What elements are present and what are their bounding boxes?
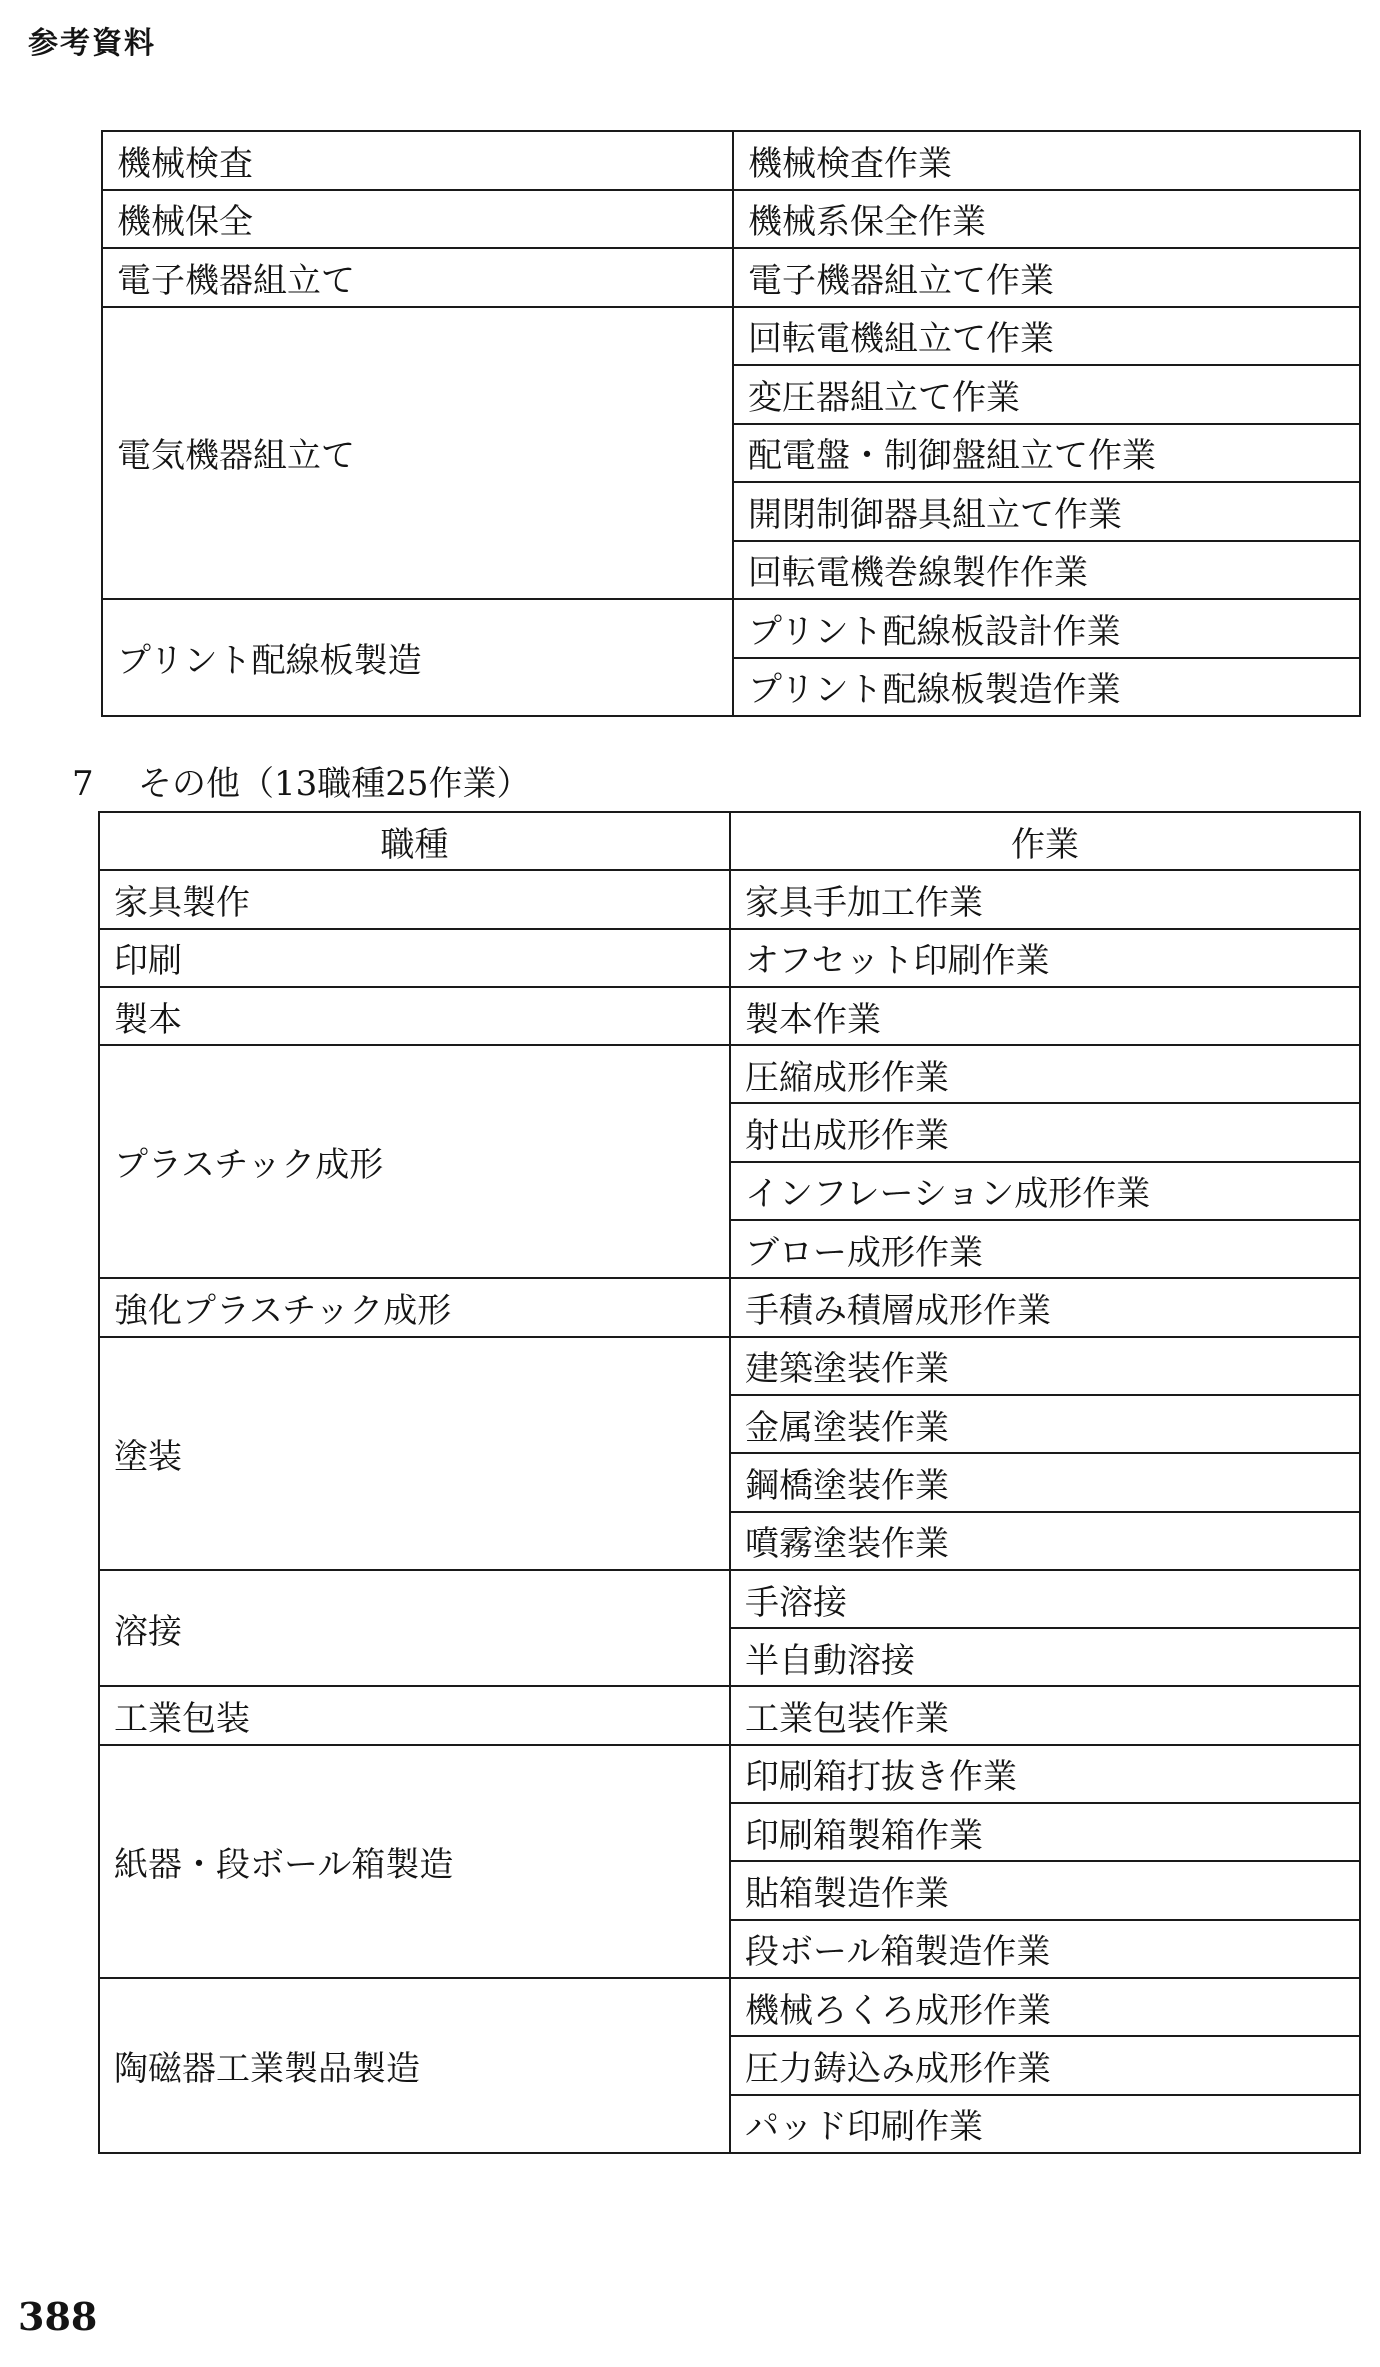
occupation-cell: 陶磁器工業製品製造: [99, 1978, 730, 2153]
table-row: [102, 131, 1360, 190]
table-row: [99, 929, 1360, 987]
task-cell: 電子機器組立て作業: [733, 248, 1360, 307]
task-cell: プリント配線板設計作業: [733, 599, 1360, 658]
task-cell: 射出成形作業: [730, 1103, 1360, 1161]
task-cell: 手溶接: [730, 1570, 1360, 1628]
table-row: [99, 1570, 1360, 1628]
table-row: [99, 870, 1360, 928]
table-body: [99, 870, 1360, 2153]
task-cell: オフセット印刷作業: [730, 929, 1360, 987]
table-row: [99, 1278, 1360, 1336]
section-title: その他（13職種25作業）: [138, 764, 531, 804]
task-cell: 配電盤・制御盤組立て作業: [733, 424, 1360, 483]
section-heading: [72, 756, 531, 805]
table-row: [102, 248, 1360, 307]
occupation-cell: 強化プラスチック成形: [99, 1278, 730, 1336]
table-row: [99, 1045, 1360, 1103]
occupation-cell: 機械保全: [102, 190, 733, 249]
task-cell: 段ボール箱製造作業: [730, 1920, 1360, 1978]
occupation-cell: 製本: [99, 987, 730, 1045]
task-cell: 手積み積層成形作業: [730, 1278, 1360, 1336]
table-row: [99, 1978, 1360, 2036]
occupation-cell: プリント配線板製造: [102, 599, 733, 716]
task-cell: 半自動溶接: [730, 1628, 1360, 1686]
column-header-tasks: 作業: [730, 812, 1360, 870]
task-cell: 貼箱製造作業: [730, 1861, 1360, 1919]
task-cell: 鋼橋塗装作業: [730, 1453, 1360, 1511]
task-cell: インフレーション成形作業: [730, 1162, 1360, 1220]
occupation-cell: 電子機器組立て: [102, 248, 733, 307]
table-header-row: [99, 812, 1360, 870]
table-row: [102, 190, 1360, 249]
section-number: 7: [72, 764, 94, 804]
table-row: [102, 599, 1360, 658]
task-cell: ブロー成形作業: [730, 1220, 1360, 1278]
occupation-cell: 機械検査: [102, 131, 733, 190]
task-cell: 変圧器組立て作業: [733, 365, 1360, 424]
task-cell: 金属塗装作業: [730, 1395, 1360, 1453]
table-row: [99, 1745, 1360, 1803]
task-cell: 回転電機組立て作業: [733, 307, 1360, 366]
task-cell: 製本作業: [730, 987, 1360, 1045]
occupation-cell: 工業包装: [99, 1686, 730, 1744]
occupation-table-continued: [101, 130, 1361, 717]
occupation-cell: プラスチック成形: [99, 1045, 730, 1278]
occupation-table-other: [98, 811, 1361, 2154]
occupation-cell: 印刷: [99, 929, 730, 987]
table-row: [102, 307, 1360, 366]
task-cell: パッド印刷作業: [730, 2095, 1360, 2153]
occupation-cell: 塗装: [99, 1337, 730, 1570]
table-row: [99, 987, 1360, 1045]
task-cell: 家具手加工作業: [730, 870, 1360, 928]
task-cell: 圧縮成形作業: [730, 1045, 1360, 1103]
task-cell: 工業包装作業: [730, 1686, 1360, 1744]
task-cell: 建築塗装作業: [730, 1337, 1360, 1395]
task-cell: 噴霧塗装作業: [730, 1512, 1360, 1570]
column-header-occupation: 職種: [99, 812, 730, 870]
task-cell: 開閉制御器具組立て作業: [733, 482, 1360, 541]
task-cell: 圧力鋳込み成形作業: [730, 2036, 1360, 2094]
running-header: 参考資料: [28, 26, 156, 61]
table-row: [99, 1337, 1360, 1395]
table-row: [99, 1686, 1360, 1744]
occupation-cell: 電気機器組立て: [102, 307, 733, 600]
task-cell: 印刷箱打抜き作業: [730, 1745, 1360, 1803]
task-cell: 回転電機巻線製作作業: [733, 541, 1360, 600]
table-body: [102, 131, 1360, 716]
page-number: 388: [18, 2294, 98, 2339]
task-cell: 機械系保全作業: [733, 190, 1360, 249]
occupation-cell: 家具製作: [99, 870, 730, 928]
task-cell: 機械検査作業: [733, 131, 1360, 190]
task-cell: 印刷箱製箱作業: [730, 1803, 1360, 1861]
occupation-cell: 紙器・段ボール箱製造: [99, 1745, 730, 1978]
task-cell: プリント配線板製造作業: [733, 658, 1360, 717]
task-cell: 機械ろくろ成形作業: [730, 1978, 1360, 2036]
occupation-cell: 溶接: [99, 1570, 730, 1687]
